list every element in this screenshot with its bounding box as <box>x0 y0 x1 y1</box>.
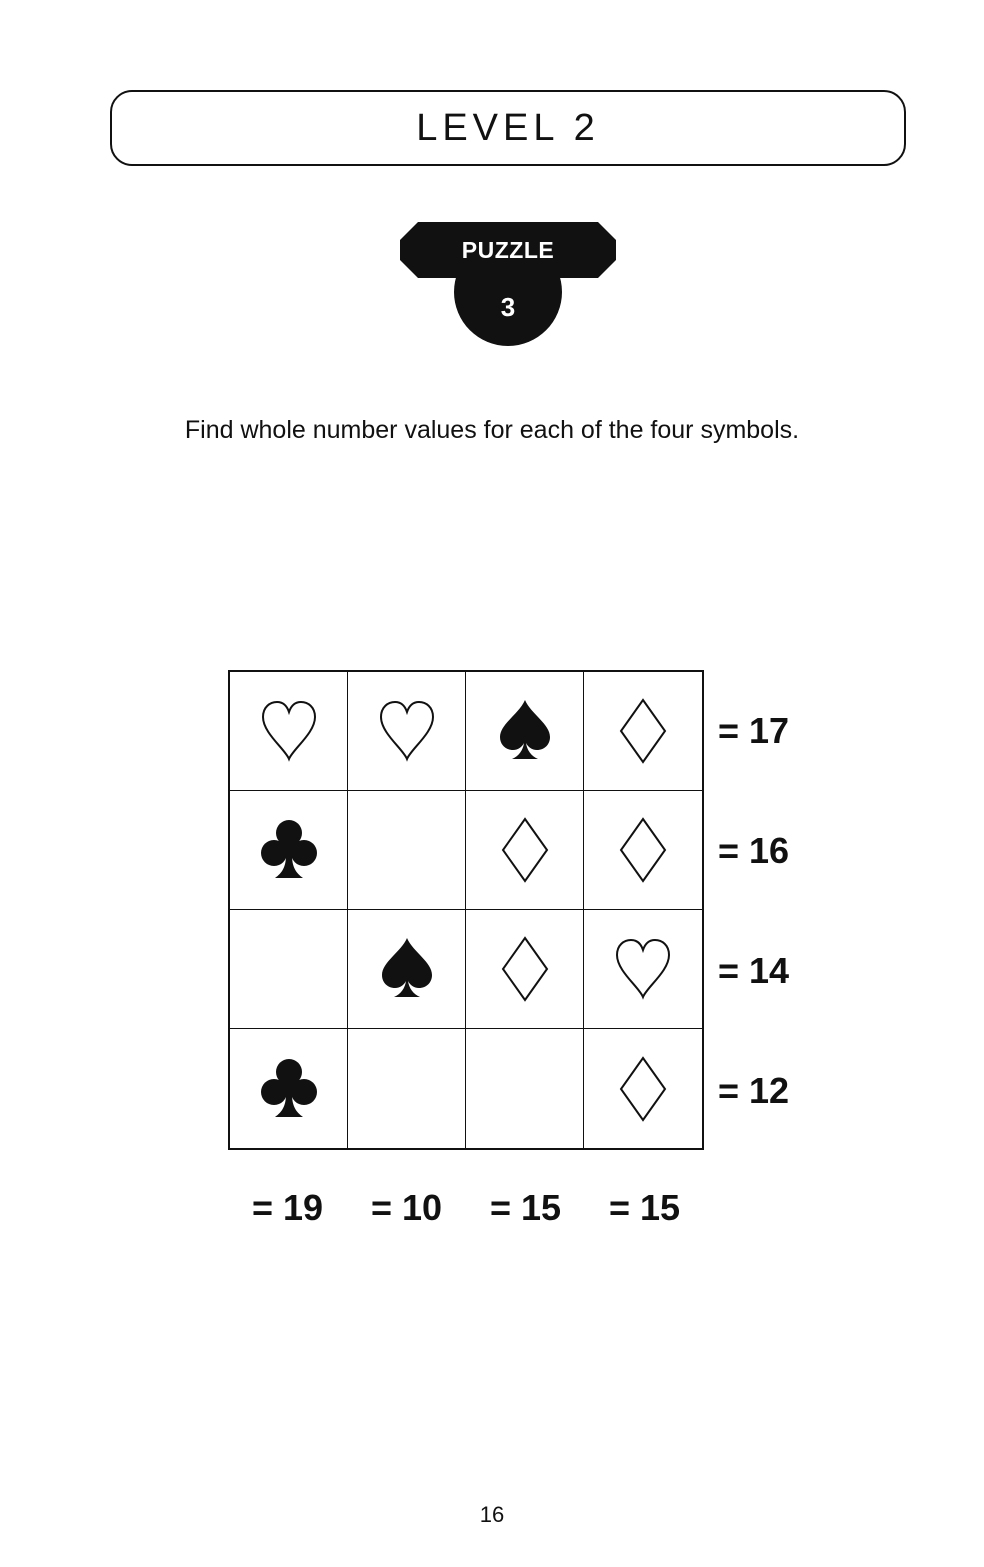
puzzle-grid <box>228 670 704 1150</box>
grid-cell <box>466 1029 584 1148</box>
diamond-icon <box>500 817 550 883</box>
row-sum: = 16 <box>718 830 790 871</box>
puzzle-number: 3 <box>500 291 516 322</box>
row-sum: = 17 <box>718 710 790 751</box>
grid-cell <box>348 791 466 910</box>
grid-cell <box>584 1029 702 1148</box>
column-sum: = 15 <box>489 1187 562 1228</box>
level-title: LEVEL 2 <box>416 106 600 149</box>
spade-icon <box>497 698 553 764</box>
grid-cell <box>466 910 584 1029</box>
diamond-icon <box>500 936 550 1002</box>
grid-cell <box>348 1029 466 1148</box>
row-sum: = 12 <box>718 1070 790 1111</box>
grid-cell <box>230 791 348 910</box>
puzzle-badge <box>400 220 616 350</box>
grid-cell <box>348 910 466 1029</box>
column-sum: = 10 <box>370 1187 443 1228</box>
heart-icon <box>613 937 673 1001</box>
diamond-icon <box>618 1056 668 1122</box>
heart-icon <box>259 699 319 763</box>
club-icon <box>259 817 319 883</box>
grid-cell <box>466 791 584 910</box>
grid-cell <box>466 672 584 791</box>
diamond-icon <box>618 817 668 883</box>
grid-cell <box>584 672 702 791</box>
column-sum: = 19 <box>251 1187 324 1228</box>
instructions-text: Find whole number values for each of the four symbols. <box>184 416 800 444</box>
page-number: 16 <box>479 1502 505 1527</box>
spade-icon <box>379 936 435 1002</box>
grid-cell <box>584 910 702 1029</box>
grid-cell <box>230 1029 348 1148</box>
grid-cell <box>348 672 466 791</box>
level-banner <box>110 90 906 166</box>
puzzle-label: PUZZLE <box>461 236 555 263</box>
heart-icon <box>377 699 437 763</box>
diamond-icon <box>618 698 668 764</box>
grid-cell <box>230 910 348 1029</box>
grid-cell <box>584 791 702 910</box>
grid-cell <box>230 672 348 791</box>
club-icon <box>259 1056 319 1122</box>
column-sum: = 15 <box>608 1187 681 1228</box>
row-sum: = 14 <box>718 950 790 991</box>
